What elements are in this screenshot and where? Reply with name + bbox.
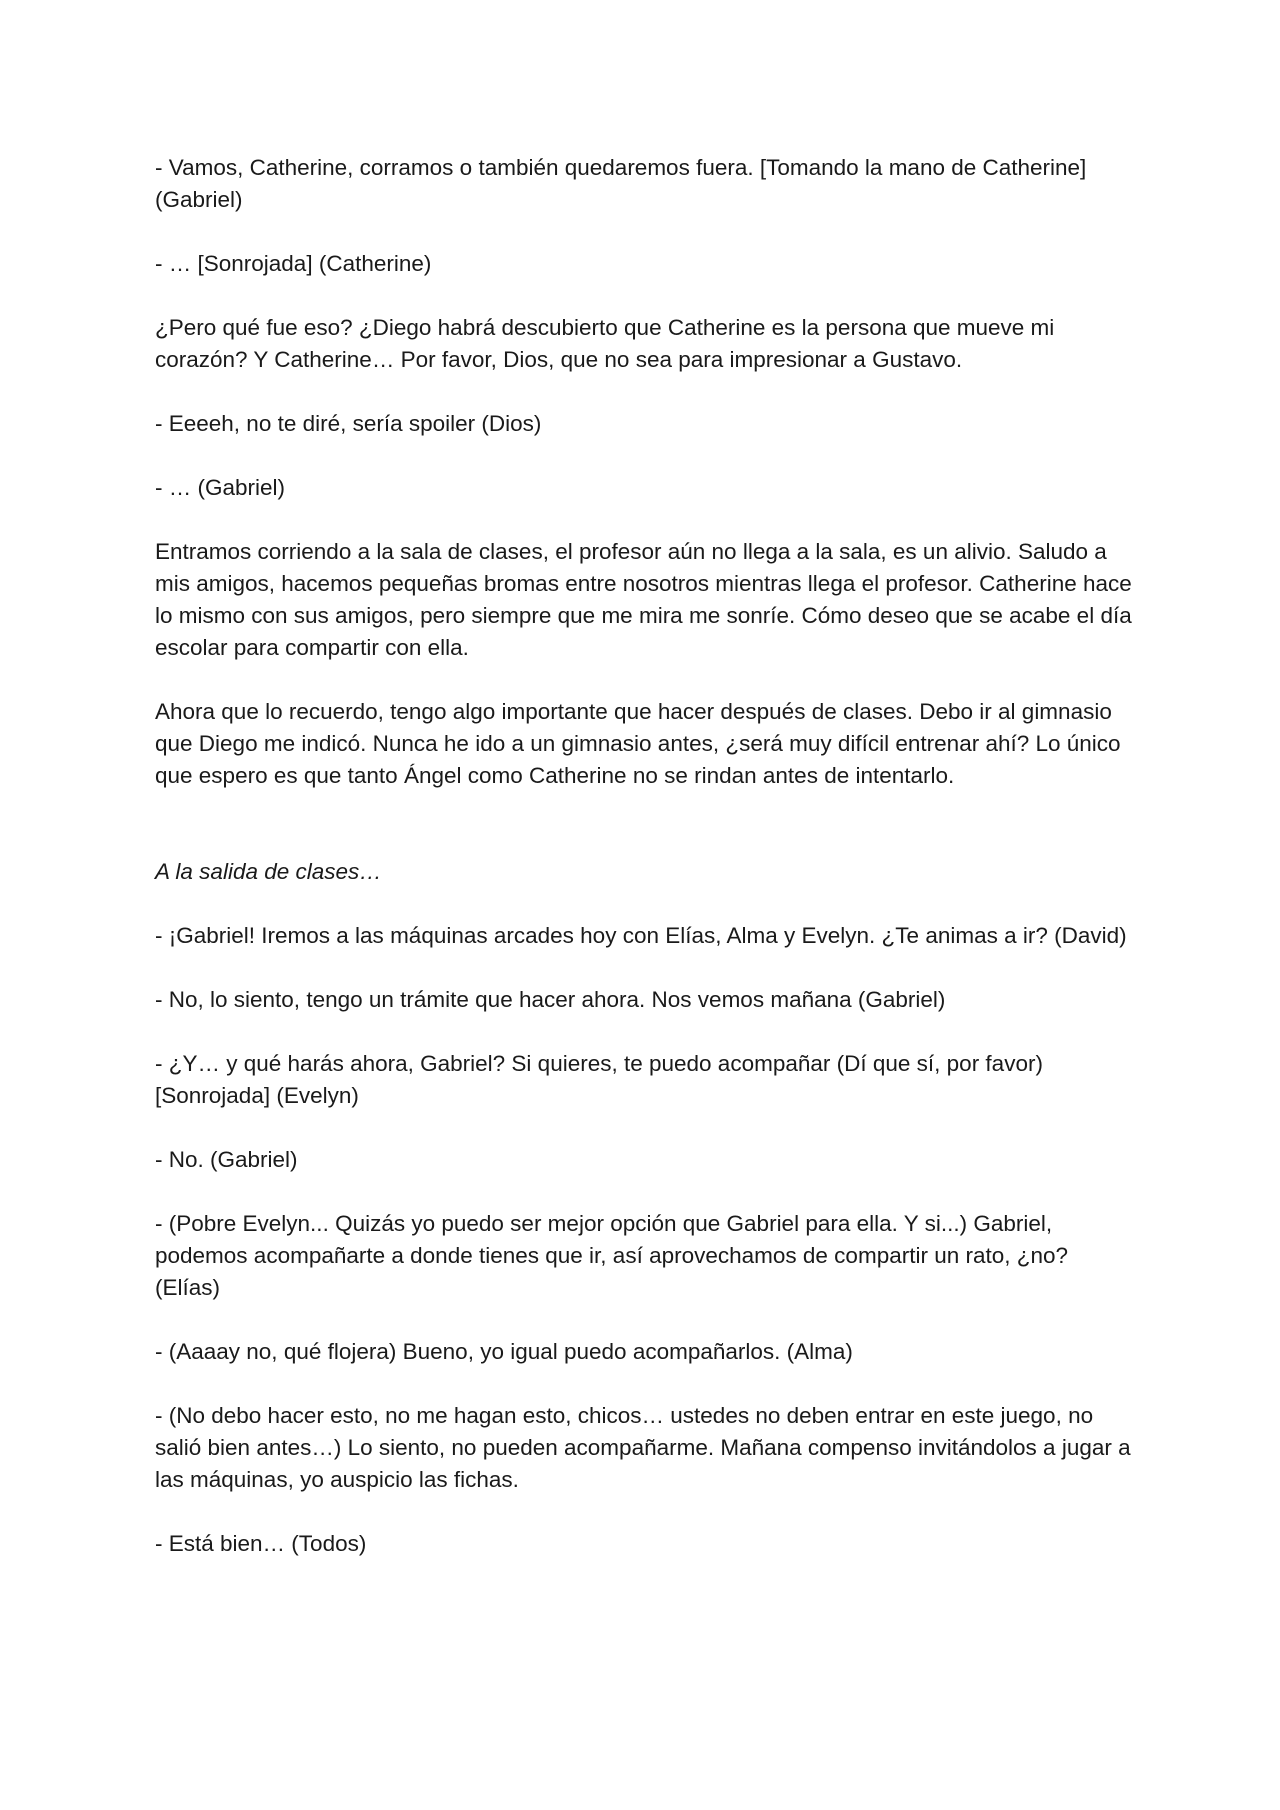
narration-paragraph: Ahora que lo recuerdo, tengo algo importante que hacer después de clases. Debo ir al gimnasio que Diego me indicó. Nunca he ido a un gimnasio antes, ¿será muy difícil entrenar ahí? Lo único que espero es que tanto Ángel como Catherine no se rindan antes de intentarlo. bbox=[155, 699, 1121, 788]
narration-paragraph: ¿Pero qué fue eso? ¿Diego habrá descubierto que Catherine es la persona que mueve mi corazón? Y Catherine… Por favor, Dios, que no sea para impresionar a Gustavo. bbox=[155, 315, 1055, 372]
section-spacer bbox=[155, 824, 1135, 856]
narration-paragraph: Entramos corriendo a la sala de clases, el profesor aún no llega a la sala, es un alivio. Saludo a mis amigos, hacemos pequeñas bromas entre nosotros mientras llega el profesor. Catherine hace lo mismo con sus amigos, pero siempre que me mira me sonríe. Cómo deseo que se acabe el día escolar para compartir con ella. bbox=[155, 539, 1132, 660]
dialogue-line: - ¡Gabriel! Iremos a las máquinas arcades hoy con Elías, Alma y Evelyn. ¿Te animas a ir? (David) bbox=[155, 923, 1127, 948]
dialogue-line: - … [Sonrojada] (Catherine) bbox=[155, 251, 432, 276]
dialogue-line: - ¿Y… y qué harás ahora, Gabriel? Si quieres, te puedo acompañar (Dí que sí, por favor) [Sonrojada] (Evelyn) bbox=[155, 1051, 1043, 1108]
document-page bbox=[155, 152, 1135, 1592]
dialogue-line: - No, lo siento, tengo un trámite que hacer ahora. Nos vemos mañana (Gabriel) bbox=[155, 987, 946, 1012]
dialogue-line: - (Aaaay no, qué flojera) Bueno, yo igual puedo acompañarlos. (Alma) bbox=[155, 1339, 853, 1364]
dialogue-line: - No. (Gabriel) bbox=[155, 1147, 298, 1172]
dialogue-line: - (No debo hacer esto, no me hagan esto, chicos… ustedes no deben entrar en este juego, no salió bien antes…) Lo siento, no pueden acompañarme. Mañana compenso invitándolos a jugar a las máquinas, yo auspicio las fichas. bbox=[155, 1403, 1131, 1492]
dialogue-line: - (Pobre Evelyn... Quizás yo puedo ser mejor opción que Gabriel para ella. Y si...) Gabriel, podemos acompañarte a donde tienes que ir, así aprovechamos de compartir un rato, ¿no? (Elías) bbox=[155, 1211, 1069, 1300]
dialogue-line: - … (Gabriel) bbox=[155, 475, 286, 500]
dialogue-line: - Vamos, Catherine, corramos o también quedaremos fuera. [Tomando la mano de Catherine] (Gabriel) bbox=[155, 155, 1087, 212]
dialogue-line: - Está bien… (Todos) bbox=[155, 1531, 367, 1556]
dialogue-line: - Eeeeh, no te diré, sería spoiler (Dios) bbox=[155, 411, 542, 436]
scene-heading: A la salida de clases… bbox=[155, 859, 382, 884]
